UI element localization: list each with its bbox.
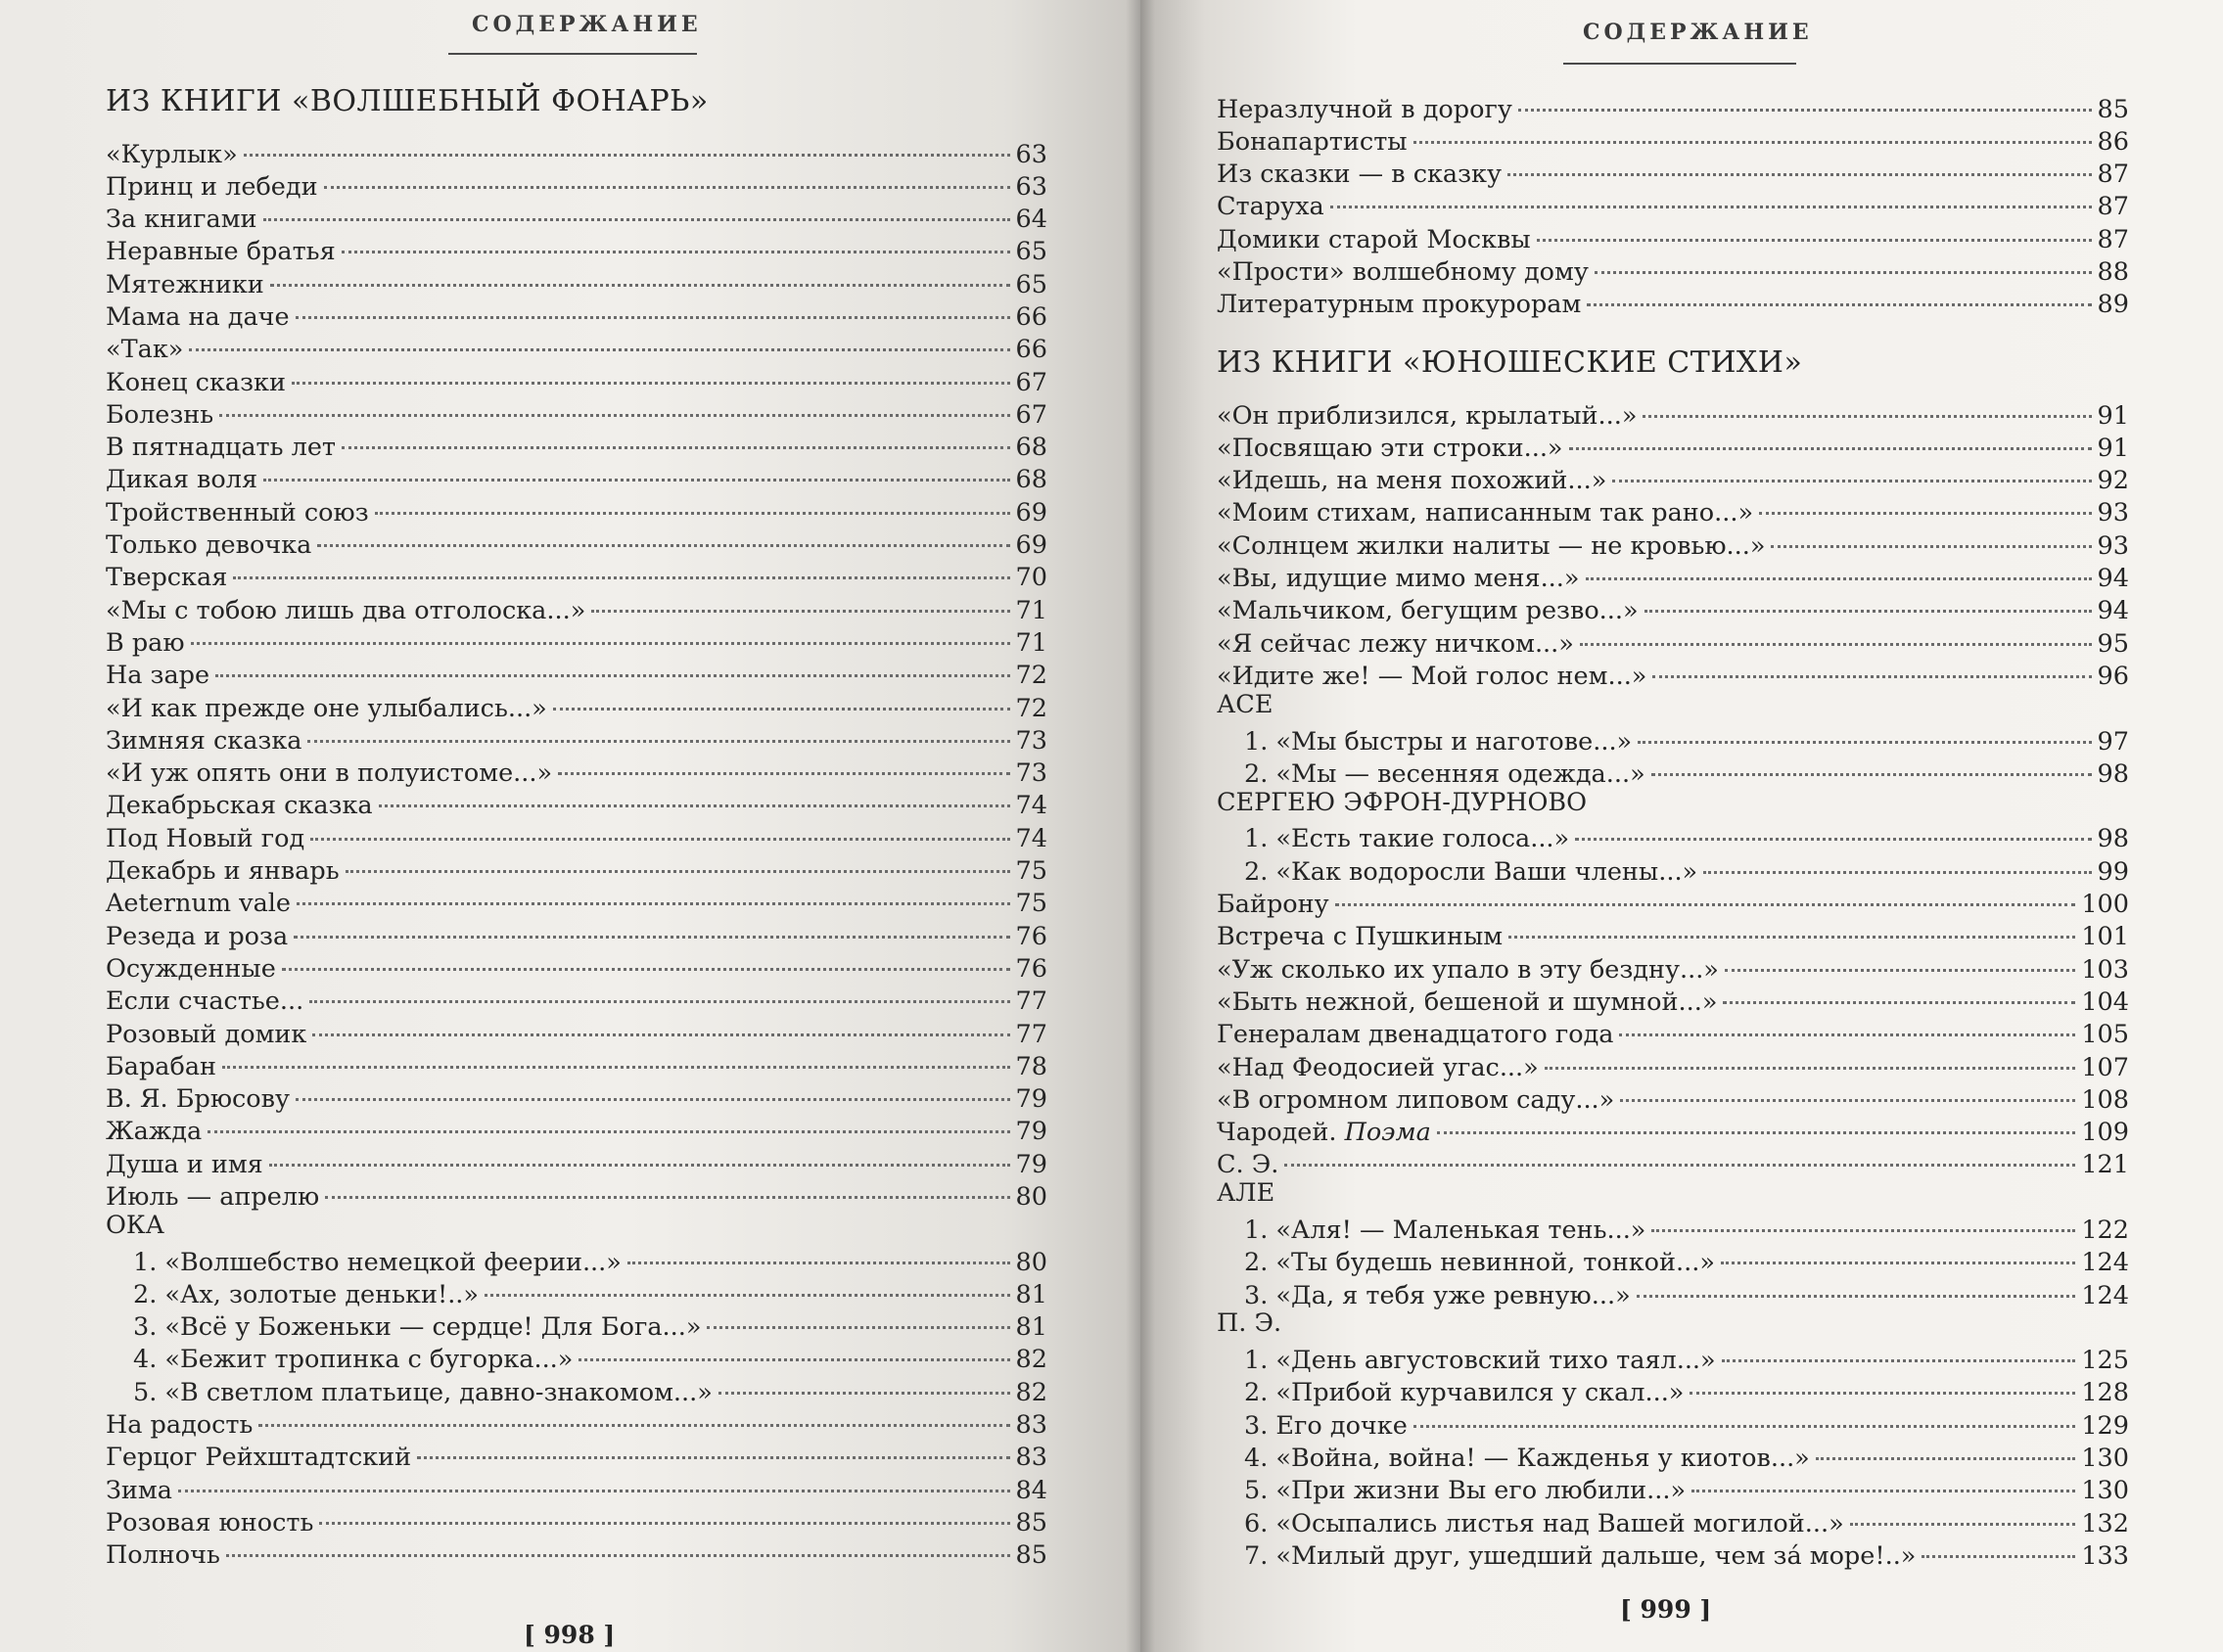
toc-entry-title: 1. «День августовский тихо таял...» <box>1244 1346 1716 1376</box>
dot-leader <box>1619 1009 2075 1037</box>
dot-leader <box>325 1171 1009 1200</box>
toc-entry-title: «Уж сколько их упало в эту бездну...» <box>1217 954 1719 985</box>
toc-entry-title: «Я сейчас лежу ничком...» <box>1217 628 1574 659</box>
dot-leader <box>1335 879 2076 907</box>
toc-entries-continued <box>1217 89 2129 320</box>
dot-leader <box>1580 618 2092 646</box>
dot-leader <box>310 812 1009 841</box>
toc-right <box>1217 89 2129 1569</box>
toc-page-number: 124 <box>2081 1248 2129 1278</box>
dot-leader <box>485 1268 1010 1297</box>
toc-entry-title: 2. «Прибой курчавился у скал...» <box>1244 1378 1685 1408</box>
toc-page-number: 75 <box>1015 889 1047 919</box>
toc-entry-title: На заре <box>106 661 210 691</box>
dot-leader <box>1652 650 2091 678</box>
dot-leader <box>1612 455 2091 483</box>
toc-entry-title: 3. «Да, я тебя уже ревную...» <box>1244 1280 1631 1310</box>
toc-entry <box>1217 656 2129 691</box>
toc-page-number: 87 <box>2097 160 2129 190</box>
toc-page-number: 122 <box>2081 1216 2129 1245</box>
toc-page-number: 82 <box>1015 1345 1047 1375</box>
toc-entry-title: «В огромном липовом саду...» <box>1217 1084 1615 1115</box>
dot-leader <box>263 454 1009 482</box>
toc-page-number: 72 <box>1015 661 1047 691</box>
toc-page-number: 97 <box>2097 726 2129 757</box>
toc-page-number: 87 <box>2097 192 2129 222</box>
dot-leader <box>317 520 1009 548</box>
page-number: [ 998 ] <box>524 1621 616 1649</box>
dot-leader <box>1518 83 2092 112</box>
toc-entry-title: 5. «В светлом платьице, давно-знакомом...» <box>133 1377 713 1407</box>
toc-page-number: 65 <box>1015 269 1047 299</box>
toc-subentry <box>1217 1536 2129 1571</box>
toc-page-number: 73 <box>1015 725 1047 756</box>
dot-leader <box>1690 1367 2075 1396</box>
toc-entry-title: В пятнадцать лет <box>106 433 337 463</box>
dot-leader <box>1595 246 2092 274</box>
dot-leader <box>1284 1139 2075 1168</box>
dot-leader <box>627 1236 1010 1264</box>
toc-page-number: 93 <box>2097 498 2129 528</box>
toc-entry-title: «Так» <box>106 335 184 365</box>
dot-leader <box>319 1496 1009 1525</box>
dot-leader <box>307 714 1009 743</box>
toc-page-number: 73 <box>1015 758 1047 789</box>
toc-page-number: 68 <box>1015 465 1047 495</box>
toc-entry-title: Старуха <box>1217 192 1324 222</box>
toc-entry-title: 5. «При жизни Вы его любили...» <box>1244 1476 1687 1506</box>
running-head: СОДЕРЖАНИЕ <box>1583 20 1813 45</box>
toc-page-number: 71 <box>1015 627 1047 658</box>
toc-entry-title: 3. Его дочке <box>1244 1410 1408 1441</box>
dot-leader <box>342 422 1010 450</box>
toc-page-number: 68 <box>1015 433 1047 463</box>
dot-leader <box>1508 911 2075 940</box>
toc-entry-title: Литературным прокурорам <box>1217 290 1582 320</box>
dot-leader <box>1651 1205 2075 1233</box>
dot-leader <box>1545 1041 2076 1070</box>
dot-leader <box>1771 520 2091 548</box>
toc-entries <box>1217 395 2129 1569</box>
dot-leader <box>591 584 1009 613</box>
toc-entry-title: Душа и имя <box>106 1149 263 1179</box>
toc-entry-title: Барабан <box>106 1051 217 1081</box>
dot-leader <box>1643 390 2091 418</box>
toc-page-number: 98 <box>2097 758 2129 789</box>
toc-page-number: 81 <box>1015 1279 1047 1309</box>
toc-entry-title: 2. «Как водоросли Ваши члены...» <box>1244 856 1698 887</box>
toc-entry-title: «Посвящаю эти строки...» <box>1217 433 1563 463</box>
toc-entry-title: Дикая воля <box>106 465 258 495</box>
dot-leader <box>1922 1530 2075 1558</box>
toc-entry-title: «Мы с тобою лишь два отголоска...» <box>106 595 586 625</box>
dot-leader <box>215 650 1009 678</box>
toc-entry-title: «Идите же! — Мой голос нем...» <box>1217 661 1647 691</box>
toc-entry-title: 2. «Мы — весенняя одежда...» <box>1244 758 1645 789</box>
toc-entry-title: 1. «Мы быстры и наготове...» <box>1244 726 1633 757</box>
toc-entry-title: Конец сказки <box>106 367 286 397</box>
toc-page-number: 80 <box>1015 1247 1047 1277</box>
toc-page-number: 85 <box>1015 1540 1047 1571</box>
toc-entry-title: Из сказки — в сказку <box>1217 160 1502 190</box>
toc-entry-title: Герцог Рейхштадтский <box>106 1443 412 1473</box>
toc-page-number: 66 <box>1015 301 1047 332</box>
toc-entry-title: Тройственный союз <box>106 497 369 528</box>
toc-entry-title: Тверская <box>106 563 228 593</box>
dot-leader <box>707 1302 1009 1330</box>
toc-entry-title: «Вы, идущие мимо меня...» <box>1217 564 1580 594</box>
toc-entry-title: Мама на даче <box>106 301 290 332</box>
dot-leader <box>292 356 1010 385</box>
toc-page-number: 83 <box>1015 1443 1047 1473</box>
toc-page-number: 64 <box>1015 205 1047 235</box>
running-head-rule <box>1563 63 1796 65</box>
toc-page-number: 71 <box>1015 595 1047 625</box>
toc-entry-title: «Он приблизился, крылатый...» <box>1217 400 1638 431</box>
toc-entry-title: Резеда и роза <box>106 921 289 951</box>
toc-subentry <box>1217 754 2129 789</box>
dot-leader <box>296 1074 1010 1102</box>
dot-leader <box>1437 1107 2076 1135</box>
toc-page-number: 63 <box>1015 139 1047 169</box>
toc-page-number: 91 <box>2097 433 2129 463</box>
toc-page-number: 84 <box>1015 1475 1047 1505</box>
toc-entry-title: Декабрь и январь <box>106 856 340 887</box>
toc-entry-title: Розовый домик <box>106 1019 307 1049</box>
toc-page-number: 75 <box>1015 856 1047 887</box>
toc-entry-title: «Идешь, на меня похожий...» <box>1217 466 1607 496</box>
toc-entry-title: Байрону <box>1217 890 1329 920</box>
toc-page-number: 95 <box>2097 628 2129 659</box>
toc-entry-title: Розовая юность <box>106 1507 314 1537</box>
toc-page-number: 83 <box>1015 1410 1047 1441</box>
dot-leader <box>324 161 1010 189</box>
toc-group-heading: СЕРГЕЮ ЭФРОН-ДУРНОВО <box>1217 787 1588 817</box>
section-title: ИЗ КНИГИ «ЮНОШЕСКИЕ СТИХИ» <box>1217 345 1803 381</box>
toc-page-number: 76 <box>1015 953 1047 984</box>
dot-leader <box>346 846 1010 874</box>
toc-entry-title: Домики старой Москвы <box>1217 224 1531 254</box>
dot-leader <box>718 1366 1010 1395</box>
toc-entry-title: «И уж опять они в полуистоме...» <box>106 758 553 789</box>
toc-page-number: 67 <box>1015 399 1047 430</box>
toc-entry-title: С. Э. <box>1217 1150 1279 1180</box>
toc-subentry <box>1217 1275 2129 1308</box>
dot-leader <box>553 682 1010 711</box>
toc-entry-title: За книгами <box>106 205 257 235</box>
toc-left <box>106 84 1047 1571</box>
toc-page-number: 85 <box>1015 1507 1047 1537</box>
toc-page-number: 82 <box>1015 1377 1047 1407</box>
toc-page-number: 107 <box>2081 1052 2129 1082</box>
dot-leader <box>258 1400 1009 1428</box>
toc-page-number: 77 <box>1015 1019 1047 1049</box>
toc-page-number: 129 <box>2081 1410 2129 1441</box>
book-gutter <box>1126 0 1155 1652</box>
toc-entry-title: 2. «Ты будешь невинной, тонкой...» <box>1244 1248 1715 1278</box>
toc-entry-title: Только девочка <box>106 530 312 561</box>
toc-entry-title: Встреча с Пушкиным <box>1217 922 1504 952</box>
toc-page-number: 80 <box>1015 1182 1047 1212</box>
dot-leader <box>312 1008 1009 1036</box>
dot-leader <box>1330 181 2092 209</box>
toc-page-number: 108 <box>2081 1084 2129 1115</box>
toc-page-number: 133 <box>2081 1540 2129 1571</box>
toc-entry-title: Aeternum vale <box>106 889 292 919</box>
dot-leader <box>294 910 1009 939</box>
dot-leader <box>309 976 1009 1004</box>
toc-group-heading: АСЕ <box>1217 689 1274 719</box>
toc-entry-title: 1. «Волшебство немецкой феерии...» <box>133 1247 622 1277</box>
dot-leader <box>244 128 1010 157</box>
toc-entry-title: «Мальчиком, бегущим резво...» <box>1217 596 1639 626</box>
toc-entry-title: В раю <box>106 627 185 658</box>
toc-entries <box>106 134 1047 1571</box>
dot-leader <box>296 291 1010 319</box>
toc-entry-title: 6. «Осыпались листья над Вашей могилой...» <box>1244 1508 1844 1538</box>
dot-leader <box>1537 213 2092 242</box>
toc-entry-title: Если счастье... <box>106 987 304 1017</box>
dot-leader <box>269 1138 1010 1167</box>
toc-page-number: 132 <box>2081 1508 2129 1538</box>
dot-leader <box>282 942 1010 971</box>
toc-entry-title: Неразлучной в дорогу <box>1217 94 1512 124</box>
toc-entry <box>106 1536 1047 1571</box>
toc-page-number: 88 <box>2097 256 2129 287</box>
dot-leader <box>191 617 1010 645</box>
toc-page-number: 100 <box>2081 890 2129 920</box>
toc-entry-title: Болезнь <box>106 399 214 430</box>
dot-leader <box>1507 149 2092 177</box>
dot-leader <box>1723 976 2075 1004</box>
toc-entry-title: 3. «Всё у Боженьки — сердце! Для Бога...» <box>133 1312 702 1343</box>
dot-leader <box>1587 279 2091 307</box>
toc-page-number: 86 <box>2097 126 2129 157</box>
toc-page-number: 76 <box>1015 921 1047 951</box>
toc-entry-title: «И как прежде оне улыбались...» <box>106 693 547 723</box>
dot-leader <box>1721 1237 2075 1265</box>
dot-leader <box>1620 1074 2075 1102</box>
toc-entry-title: Бонапартисты <box>1217 126 1408 157</box>
toc-page-number: 98 <box>2097 824 2129 854</box>
toc-group-heading: П. Э. <box>1217 1308 1282 1339</box>
dot-leader <box>1637 1269 2076 1298</box>
toc-entry-title: Под Новый год <box>106 823 305 853</box>
toc-page-number: 87 <box>2097 224 2129 254</box>
toc-entry-title: «Над Феодосией угас...» <box>1217 1052 1539 1082</box>
dot-leader <box>270 258 1010 287</box>
toc-entry-title: Неравные братья <box>106 237 336 267</box>
toc-entry-title: Июль — апрелю <box>106 1182 320 1212</box>
toc-page-number: 85 <box>2097 94 2129 124</box>
dot-leader <box>1413 1400 2076 1428</box>
toc-page-number: 99 <box>2097 856 2129 887</box>
toc-entry-title: Чародей. Поэма <box>1217 1118 1431 1148</box>
toc-page-number: 81 <box>1015 1312 1047 1343</box>
dot-leader <box>1816 1433 2076 1461</box>
toc-entry-title: В. Я. Брюсову <box>106 1084 291 1115</box>
dot-leader <box>1651 748 2092 776</box>
dot-leader <box>1725 943 2075 972</box>
toc-entry-title: 2. «Ах, золотые деньки!..» <box>133 1279 480 1309</box>
toc-page-number: 124 <box>2081 1280 2129 1310</box>
toc-entry-title: Принц и лебеди <box>106 171 318 202</box>
dot-leader <box>417 1432 1009 1460</box>
toc-page-number: 91 <box>2097 400 2129 431</box>
toc-page-number: 63 <box>1015 171 1047 202</box>
page-number: [ 999 ] <box>1620 1595 1712 1624</box>
toc-entry-title: 1. «Аля! — Маленькая тень...» <box>1244 1216 1646 1245</box>
toc-entry-title: Зима <box>106 1475 172 1505</box>
running-head-rule <box>448 53 697 55</box>
toc-page-number: 66 <box>1015 335 1047 365</box>
dot-leader <box>1691 1465 2075 1493</box>
toc-page-number: 65 <box>1015 237 1047 267</box>
toc-entry-title: Мятежники <box>106 269 264 299</box>
dot-leader <box>178 1464 1010 1492</box>
toc-page-number: 77 <box>1015 987 1047 1017</box>
dot-leader <box>1722 1335 2076 1363</box>
dot-leader <box>263 194 1010 222</box>
dot-leader <box>1575 813 2091 842</box>
toc-page-number: 92 <box>2097 466 2129 496</box>
dot-leader <box>226 1530 1010 1558</box>
toc-page-number: 125 <box>2081 1346 2129 1376</box>
toc-entry-title: «Быть нежной, бешеной и шумной...» <box>1217 987 1718 1017</box>
dot-leader <box>375 486 1010 515</box>
toc-page-number: 69 <box>1015 530 1047 561</box>
toc-page-number: 104 <box>2081 987 2129 1017</box>
dot-leader <box>1413 115 2092 144</box>
toc-entry-title: Жажда <box>106 1117 203 1147</box>
toc-page-number: 103 <box>2081 954 2129 985</box>
section-title: ИЗ КНИГИ «ВОЛШЕБНЫЙ ФОНАРЬ» <box>106 84 709 118</box>
toc-entry-title: «Моим стихам, написанным так рано...» <box>1217 498 1754 528</box>
toc-entry <box>106 1177 1047 1210</box>
toc-page-number: 101 <box>2081 922 2129 952</box>
toc-page-number: 69 <box>1015 497 1047 528</box>
dot-leader <box>558 748 1009 776</box>
toc-page-number: 89 <box>2097 290 2129 320</box>
dot-leader <box>208 1106 1009 1134</box>
toc-page-number: 70 <box>1015 563 1047 593</box>
dot-leader <box>1644 585 2092 614</box>
toc-entry-title: На радость <box>106 1410 254 1441</box>
dot-leader <box>219 389 1009 417</box>
toc-entry <box>1217 285 2129 320</box>
toc-page-number: 74 <box>1015 791 1047 821</box>
toc-entry-genre: Поэма <box>1344 1118 1431 1148</box>
dot-leader <box>222 1040 1010 1069</box>
dot-leader <box>233 552 1009 580</box>
dot-leader <box>579 1334 1009 1362</box>
toc-entry-title: Генералам двенадцатого года <box>1217 1020 1614 1050</box>
toc-entry-title: 4. «Война, война! — Кажденья у киотов...» <box>1244 1444 1810 1474</box>
toc-page-number: 79 <box>1015 1084 1047 1115</box>
running-head: СОДЕРЖАНИЕ <box>472 12 702 37</box>
toc-page-number: 79 <box>1015 1117 1047 1147</box>
toc-entry-title: 1. «Есть такие голоса...» <box>1244 824 1570 854</box>
toc-page-number: 74 <box>1015 823 1047 853</box>
toc-page-number: 109 <box>2081 1118 2129 1148</box>
toc-page-number: 79 <box>1015 1149 1047 1179</box>
toc-page-number: 94 <box>2097 564 2129 594</box>
toc-page-number: 78 <box>1015 1051 1047 1081</box>
toc-group-heading: АЛЕ <box>1217 1178 1275 1209</box>
toc-entry-title: «Солнцем жилки налиты — не кровью...» <box>1217 530 1766 561</box>
toc-entry-title: Зимняя сказка <box>106 725 302 756</box>
dot-leader <box>1569 422 2092 450</box>
dot-leader <box>342 226 1010 254</box>
toc-page-number: 130 <box>2081 1444 2129 1474</box>
toc-page-number: 105 <box>2081 1020 2129 1050</box>
dot-leader <box>297 878 1010 906</box>
toc-page-number: 67 <box>1015 367 1047 397</box>
right-page <box>1140 0 2223 1652</box>
toc-page-number: 121 <box>2081 1150 2129 1180</box>
toc-entry-title: Декабрьская сказка <box>106 791 373 821</box>
toc-entry-title: «Курлык» <box>106 139 238 169</box>
toc-entry <box>1217 1145 2129 1180</box>
dot-leader <box>1703 846 2091 874</box>
toc-page-number: 94 <box>2097 596 2129 626</box>
toc-page-number: 130 <box>2081 1476 2129 1506</box>
dot-leader <box>379 780 1010 808</box>
toc-entry-title: Осужденные <box>106 953 276 984</box>
toc-entry-title: Полночь <box>106 1540 220 1571</box>
toc-page-number: 93 <box>2097 530 2129 561</box>
toc-entry-title: «Прости» волшебному дому <box>1217 256 1589 287</box>
dot-leader <box>1638 715 2091 744</box>
dot-leader <box>1586 553 2092 581</box>
dot-leader <box>1850 1497 2076 1526</box>
toc-page-number: 128 <box>2081 1378 2129 1408</box>
toc-entry-title: 7. «Милый друг, ушедший дальше, чем за́ море!..» <box>1244 1540 1917 1571</box>
dot-leader <box>189 324 1009 352</box>
toc-page-number: 72 <box>1015 693 1047 723</box>
toc-page-number: 96 <box>2097 661 2129 691</box>
toc-entry-title: 4. «Бежит тропинка с бугорка...» <box>133 1345 574 1375</box>
dot-leader <box>1759 487 2091 516</box>
toc-group-heading: ОКА <box>106 1210 164 1240</box>
